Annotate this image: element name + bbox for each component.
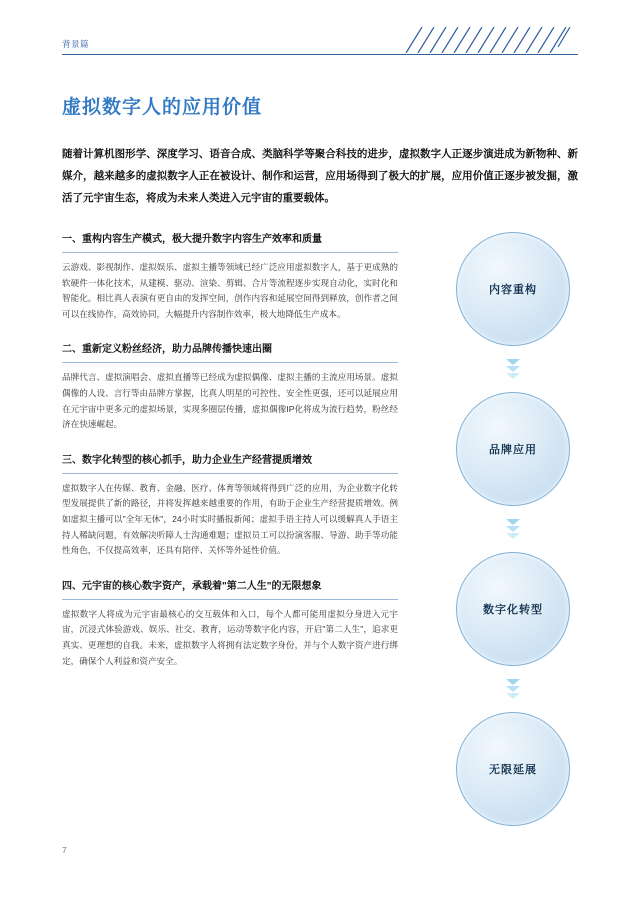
lead-paragraph: 随着计算机图形学、深度学习、语音合成、类脑科学等聚合科技的进步，虚拟数字人正逐步演进成为新物种、新媒介，越来越多的虚拟数字人正在被设计、制作和运营，应用场得到了极大的扩展，应用价值正逐步被发掘，激活了元宇宙生态，将成为未来人类进入元宇宙的重要载体。 [62, 148, 578, 204]
section-label: 背景篇 [62, 39, 90, 49]
page-number: 7 [62, 845, 67, 855]
value-flow-diagram [438, 232, 588, 826]
section-heading: 一、重构内容生产模式，极大提升数字内容生产效率和质量 [62, 232, 398, 253]
diagram-node-label: 数字化转型 [483, 604, 543, 616]
section-text: 虚拟数字人在传媒、教育、金融、医疗、体育等领域将得到广泛的应用，为企业数字化转型发展提供了新的路径，并将发挥越来越重要的作用，有助于企业生产经营提质增效。例如虚拟主播可以"全年无休"，24小时实时播报新闻；虚拟手语主持人可以缓解真人手语主持人稀缺问题，有效解决听障人士沟通难题；虚拟员工可以扮演客服、导游、助手等功能性角色，不仅提高效率，还具有陪伴、关怀等外延性价值。 [62, 482, 398, 556]
diagram-node-1 [456, 232, 570, 346]
page-title: 虚拟数字人的应用价值 [62, 97, 263, 118]
section-1 [62, 232, 398, 322]
chevron-down-icon [438, 666, 588, 712]
section-text: 品牌代言、虚拟演唱会、虚拟直播等已经成为虚拟偶像、虚拟主播的主流应用场景。虚拟偶像的人设、言行等由品牌方掌握，比真人明星的可控性、安全性更强，还可以延展应用在元宇宙中更多元的虚拟场景，实现多圈层传播，虚拟偶像IP化将成为流行趋势，粉丝经济在快速崛起。 [62, 372, 398, 430]
diagram-node-2 [456, 392, 570, 506]
article-body [62, 232, 398, 689]
header-divider [62, 54, 578, 55]
chevron-down-icon [438, 346, 588, 392]
section-text: 云游戏、影视制作、虚拟娱乐、虚拟主播等领域已经广泛应用虚拟数字人，基于更成熟的软硬件一体化技术，从建模、驱动、渲染、剪辑、合片等流程逐步实现自动化，实时化和智能化。相比真人表演有更自由的发挥空间，创作内容和延展空间得到释放，创作者之间可以在线协作，高效协同，大幅提升内容制作效率，极大地降低生产成本。 [62, 262, 398, 319]
diagram-node-label: 内容重构 [489, 284, 537, 296]
diagram-node-3 [456, 552, 570, 666]
section-heading: 四、元宇宙的核心数字资产，承载着"第二人生"的无限想象 [62, 579, 398, 600]
diagonal-stripes-icon [398, 27, 578, 53]
chevron-down-icon [438, 506, 588, 552]
section-heading: 三、数字化转型的核心抓手，助力企业生产经营提质增效 [62, 453, 398, 474]
section-2 [62, 342, 398, 432]
section-text: 虚拟数字人将成为元宇宙最核心的交互载体和入口，每个人都可能用虚拟分身进入元宇宙，沉浸式体验游戏、娱乐、社交、教育，运动等数字化内容，开启"第二人生"，追求更真实、更理想的自我。未来，虚拟数字人将拥有法定数字身份，并与个人数字资产进行绑定，确保个人利益和资产安全。 [62, 608, 398, 666]
diagram-node-label: 品牌应用 [489, 444, 537, 456]
diagram-node-4 [456, 712, 570, 826]
section-4 [62, 579, 398, 669]
section-3 [62, 453, 398, 559]
section-heading: 二、重新定义粉丝经济，助力品牌传播快速出圈 [62, 342, 398, 363]
diagram-node-label: 无限延展 [489, 764, 537, 776]
page-header [0, 0, 640, 62]
